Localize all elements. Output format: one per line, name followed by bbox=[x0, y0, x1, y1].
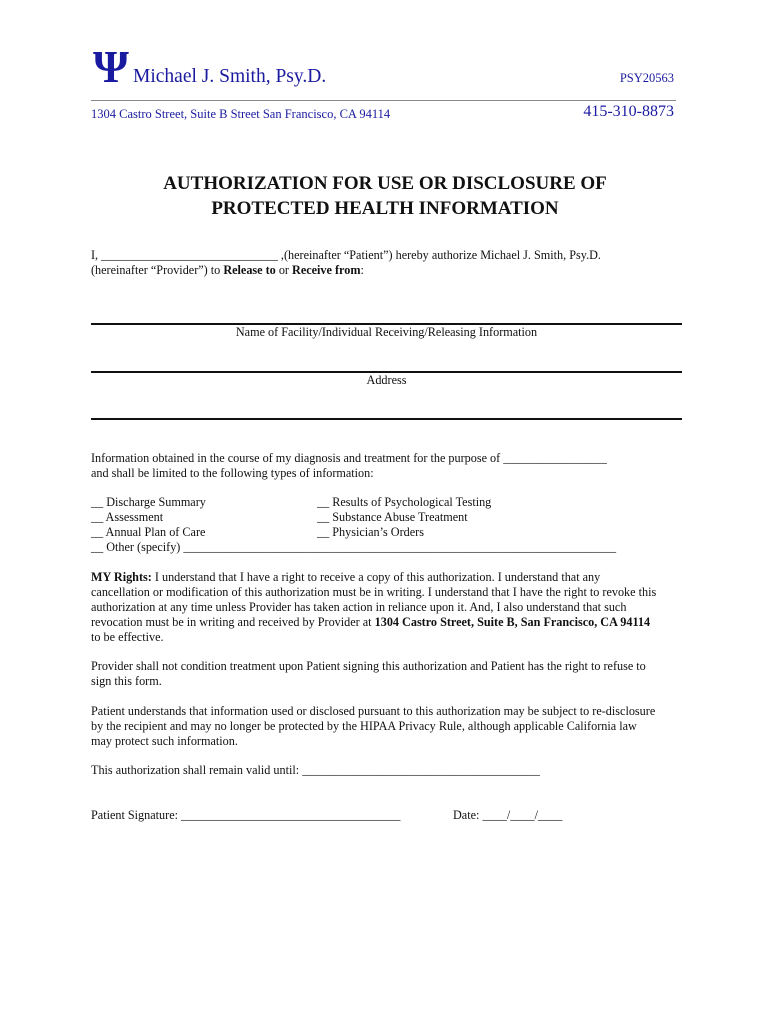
address-continuation-line[interactable] bbox=[91, 418, 682, 420]
address-label: Address bbox=[366, 373, 407, 387]
provider-phone: 415-310-8873 bbox=[583, 103, 674, 120]
header-divider bbox=[91, 100, 676, 101]
rights-paragraph bbox=[91, 570, 681, 645]
condition-paragraph bbox=[91, 659, 681, 689]
rights-heading: MY Rights: bbox=[91, 570, 152, 584]
date-field[interactable]: Date: ____/____/____ bbox=[453, 808, 563, 822]
rights-line-2: cancellation or modification of this authorization must be in writing. I understand that I have the right to revoke this bbox=[91, 585, 657, 599]
checklist-right bbox=[317, 495, 491, 540]
checklist-item-assessment[interactable]: __ Assessment bbox=[91, 510, 164, 524]
colon-text: : bbox=[360, 263, 364, 277]
release-to-option: Release to bbox=[223, 263, 276, 277]
checklist-item-discharge-summary[interactable]: __ Discharge Summary bbox=[91, 495, 206, 509]
purpose-line[interactable]: Information obtained in the course of my diagnosis and treatment for the purpose of _________________ bbox=[91, 451, 607, 465]
form-title-line-2: PROTECTED HEALTH INFORMATION bbox=[211, 198, 559, 219]
checklist-item-other[interactable]: __ Other (specify) _______________________________________________________________________ bbox=[91, 540, 617, 554]
redisclosure-paragraph bbox=[91, 704, 681, 749]
valid-until-field[interactable]: This authorization shall remain valid until: _______________________________________ bbox=[91, 763, 540, 777]
intro-line-2 bbox=[91, 263, 681, 278]
types-line: and shall be limited to the following types of information: bbox=[91, 466, 374, 480]
checklist-item-annual-plan[interactable]: __ Annual Plan of Care bbox=[91, 525, 206, 539]
rights-address: 1304 Castro Street, Suite B, San Francisco, CA 94114 bbox=[374, 615, 651, 629]
form-title-line-1: AUTHORIZATION FOR USE OR DISCLOSURE OF bbox=[163, 173, 607, 194]
rights-line-4-text: revocation must be in writing and received by Provider at bbox=[91, 615, 375, 629]
redisclosure-line-2: by the recipient and may no longer be protected by the HIPAA Privacy Rule, although applicable California law bbox=[91, 719, 637, 733]
rights-line-1 bbox=[91, 570, 681, 585]
condition-line-2: sign this form. bbox=[91, 674, 162, 688]
or-text: or bbox=[275, 263, 293, 277]
information-paragraph bbox=[91, 451, 681, 481]
checklist-left bbox=[91, 495, 206, 540]
license-number: PSY20563 bbox=[619, 71, 674, 85]
psi-logo-icon: Ψ bbox=[93, 41, 129, 92]
intro-line-1[interactable]: I, _____________________________ ,(hereinafter “Patient”) hereby authorize Michael J. Smith, Psy.D. bbox=[91, 248, 601, 262]
redisclosure-line-1: Patient understands that information used or disclosed pursuant to this authorization may be subject to re-disclosure bbox=[91, 704, 656, 718]
provider-name: Michael J. Smith, Psy.D. bbox=[133, 66, 327, 87]
checklist-item-physician-orders[interactable]: __ Physician’s Orders bbox=[317, 525, 424, 539]
condition-line-1: Provider shall not condition treatment upon Patient signing this authorization and Patient has the right to refuse to bbox=[91, 659, 646, 673]
receive-from-option: Receive from bbox=[292, 263, 361, 277]
checklist-item-substance-abuse[interactable]: __ Substance Abuse Treatment bbox=[317, 510, 468, 524]
rights-line-3: authorization at any time unless Provider has taken action in reliance upon it. And, I also understand that such bbox=[91, 600, 627, 614]
form-title bbox=[0, 171, 770, 221]
rights-line-5: to be effective. bbox=[91, 630, 164, 644]
rights-line-4 bbox=[91, 615, 681, 630]
provider-address: 1304 Castro Street, Suite B Street San Francisco, CA 94114 bbox=[91, 107, 391, 121]
patient-signature-field[interactable]: Patient Signature: ____________________________________ bbox=[91, 808, 401, 822]
redisclosure-line-3: may protect such information. bbox=[91, 734, 238, 748]
rights-text: I understand that I have a right to receive a copy of this authorization. I understand that any bbox=[151, 570, 601, 584]
checklist-item-psych-testing[interactable]: __ Results of Psychological Testing bbox=[317, 495, 492, 509]
intro-text: (hereinafter “Provider”) to bbox=[91, 263, 224, 277]
facility-label: Name of Facility/Individual Receiving/Releasing Information bbox=[235, 325, 538, 339]
intro-paragraph bbox=[91, 248, 681, 278]
